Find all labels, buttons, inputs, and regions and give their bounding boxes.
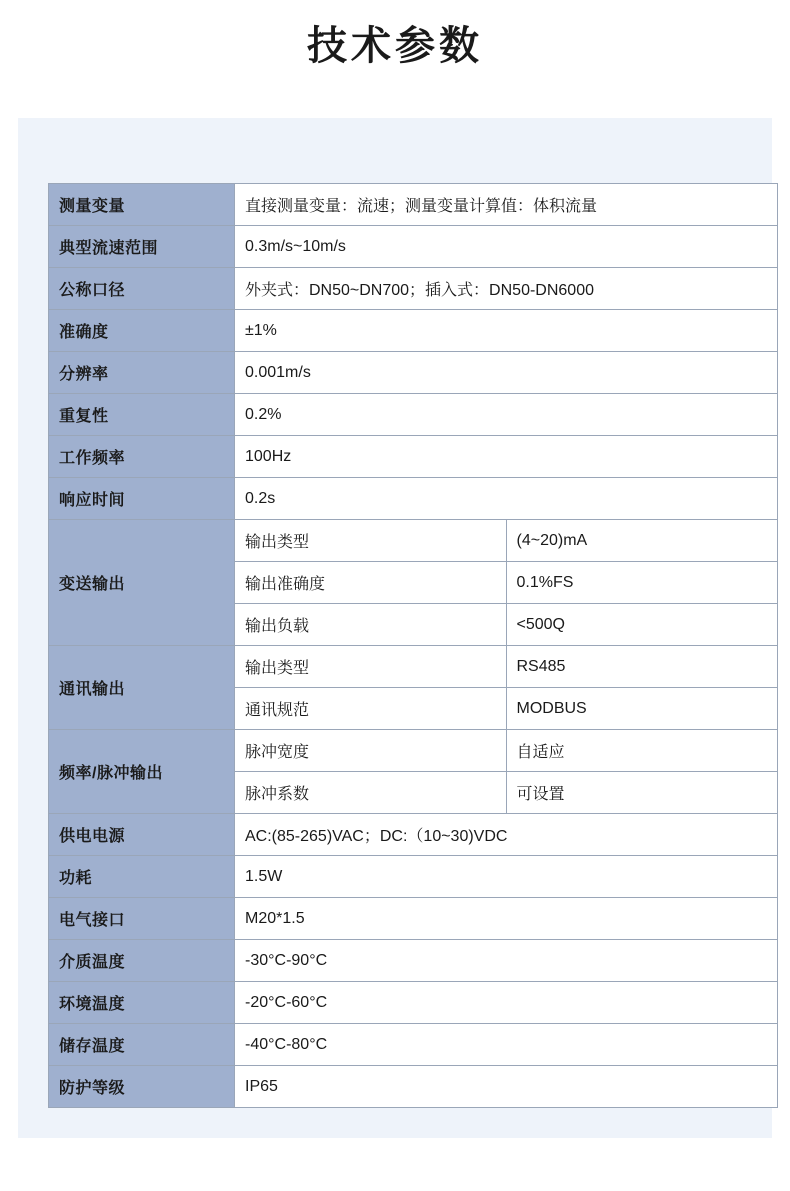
table-row: [49, 436, 778, 478]
row-value: IP65: [235, 1066, 778, 1108]
row-value: 0.1%FS: [506, 562, 778, 604]
row-key: 重复性: [49, 394, 235, 436]
row-key: 变送输出: [49, 520, 235, 646]
table-row: [49, 310, 778, 352]
row-value: 1.5W: [235, 856, 778, 898]
table-row: [49, 1066, 778, 1108]
row-value: 0.3m/s~10m/s: [235, 226, 778, 268]
row-key: 典型流速范围: [49, 226, 235, 268]
row-value: 0.2s: [235, 478, 778, 520]
table-row: [49, 898, 778, 940]
row-subkey: 输出类型: [235, 646, 507, 688]
row-key: 准确度: [49, 310, 235, 352]
spec-table: [48, 183, 778, 1108]
row-value: 0.2%: [235, 394, 778, 436]
row-key: 测量变量: [49, 184, 235, 226]
row-value: AC:(85-265)VAC；DC:（10~30)VDC: [235, 814, 778, 856]
row-key: 电气接口: [49, 898, 235, 940]
row-subkey: 输出准确度: [235, 562, 507, 604]
row-subkey: 脉冲系数: [235, 772, 507, 814]
row-key: 环境温度: [49, 982, 235, 1024]
table-row: [49, 730, 778, 772]
row-key: 介质温度: [49, 940, 235, 982]
row-value: ±1%: [235, 310, 778, 352]
row-value: 外夹式：DN50~DN700；插入式：DN50-DN6000: [235, 268, 778, 310]
table-row: [49, 646, 778, 688]
spec-table-wrap: [48, 183, 778, 1108]
row-subkey: 脉冲宽度: [235, 730, 507, 772]
row-value: -30°C-90°C: [235, 940, 778, 982]
row-key: 通讯输出: [49, 646, 235, 730]
table-row: [49, 226, 778, 268]
table-row: [49, 1024, 778, 1066]
row-key: 公称口径: [49, 268, 235, 310]
row-key: 频率/脉冲输出: [49, 730, 235, 814]
row-value: M20*1.5: [235, 898, 778, 940]
row-key: 工作频率: [49, 436, 235, 478]
table-row: [49, 520, 778, 562]
row-key: 储存温度: [49, 1024, 235, 1066]
row-value: 0.001m/s: [235, 352, 778, 394]
row-value: 100Hz: [235, 436, 778, 478]
table-row: [49, 394, 778, 436]
row-subkey: 通讯规范: [235, 688, 507, 730]
table-row: [49, 982, 778, 1024]
spec-table-body: [49, 184, 778, 1108]
row-value: 自适应: [506, 730, 778, 772]
table-row: [49, 856, 778, 898]
row-value: MODBUS: [506, 688, 778, 730]
table-row: [49, 478, 778, 520]
row-subkey: 输出负载: [235, 604, 507, 646]
row-value: -40°C-80°C: [235, 1024, 778, 1066]
row-subkey: 输出类型: [235, 520, 507, 562]
table-row: [49, 352, 778, 394]
table-row: [49, 268, 778, 310]
row-value: -20°C-60°C: [235, 982, 778, 1024]
spec-panel: [18, 118, 772, 1138]
table-row: [49, 184, 778, 226]
row-key: 防护等级: [49, 1066, 235, 1108]
table-row: [49, 814, 778, 856]
row-key: 分辨率: [49, 352, 235, 394]
row-value: 可设置: [506, 772, 778, 814]
row-value: 直接测量变量：流速；测量变量计算值：体积流量: [235, 184, 778, 226]
page-title: 技术参数: [307, 24, 483, 68]
row-value: <500Q: [506, 604, 778, 646]
row-key: 响应时间: [49, 478, 235, 520]
table-row: [49, 940, 778, 982]
row-value: (4~20)mA: [506, 520, 778, 562]
row-value: RS485: [506, 646, 778, 688]
row-key: 供电电源: [49, 814, 235, 856]
row-key: 功耗: [49, 856, 235, 898]
